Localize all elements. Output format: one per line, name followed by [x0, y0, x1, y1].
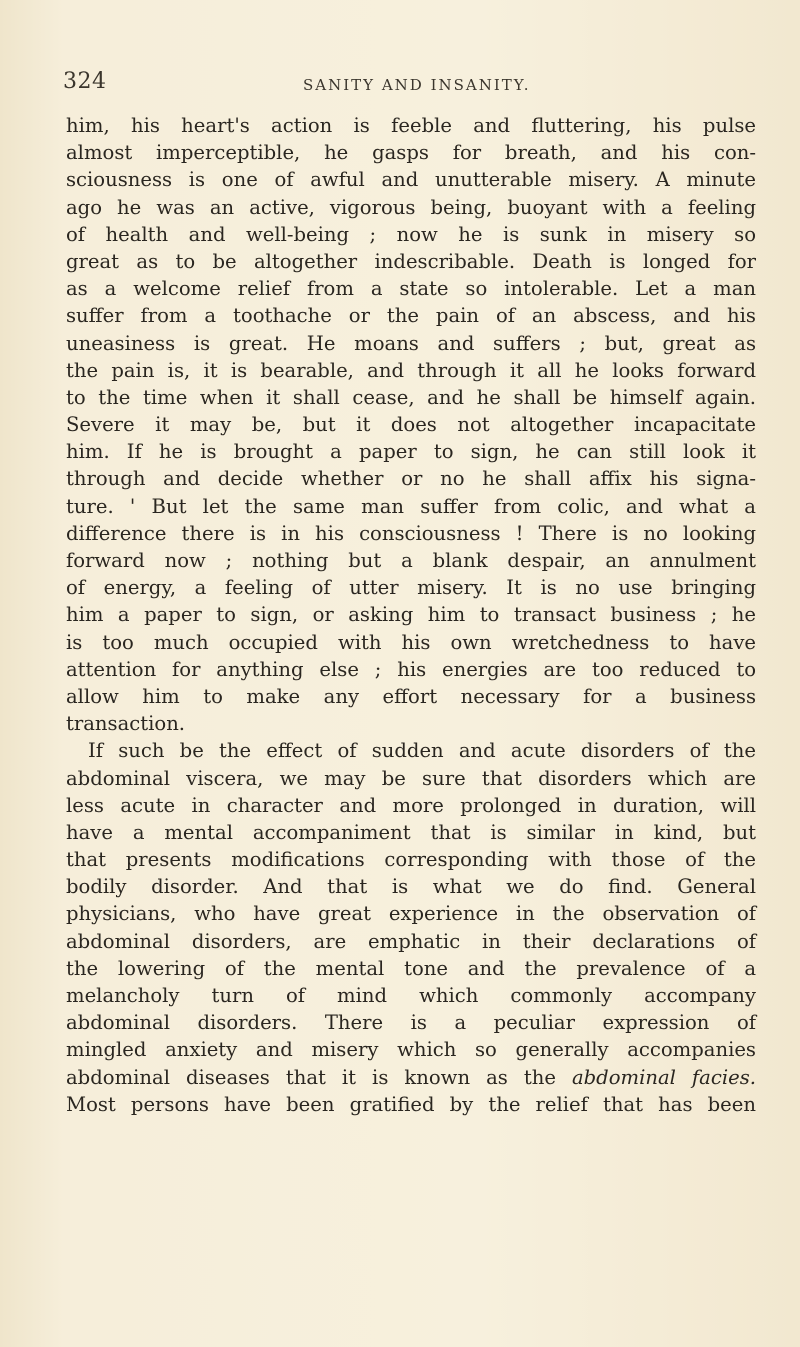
text-line: almost imperceptible, he gasps for breath, and his con- [66, 141, 756, 165]
page-header [63, 63, 753, 103]
text-line: physicians, who have great experience in the observation of [66, 902, 756, 926]
paragraph-2 [66, 737, 756, 1118]
text-line: abdominal disorders. There is a peculiar expression of [66, 1011, 756, 1035]
text-line: is too much occupied with his own wretchedness to have [66, 630, 756, 654]
text-line: him, his heart's action is feeble and fluttering, his pulse [66, 114, 756, 137]
text-line: through and decide whether or no he shall affix his signa- [66, 467, 756, 491]
text-line: melancholy turn of mind which commonly accompany [66, 984, 756, 1007]
text-line: less acute in character and more prolonged in duration, will [66, 793, 756, 817]
text-line: of energy, a feeling of utter misery. It is no use bringing [66, 576, 756, 600]
text-line: Most persons have been gratified by the relief that has been [66, 1092, 756, 1116]
text-line: of health and well-being ; now he is sunk in misery so [66, 222, 756, 246]
text-line: him a paper to sign, or asking him to transact business ; he [66, 603, 756, 627]
text-line: have a mental accompaniment that is similar in kind, but [66, 820, 756, 844]
text-line: the lowering of the mental tone and the prevalence of a [66, 956, 756, 980]
body-text [66, 112, 756, 1118]
text-line: uneasiness is great. He moans and suffers ; but, great as [66, 331, 756, 355]
page-number: 324 [63, 69, 107, 94]
text-line: as a welcome relief from a state so intolerable. Let a man [66, 277, 756, 301]
text-run: abdominal diseases that it is known as the [66, 1065, 556, 1089]
italic-term: abdominal facies. [571, 1065, 756, 1089]
text-line: difference there is in his consciousness ! There is no looking [66, 521, 756, 545]
text-line: forward now ; nothing but a blank despair, an annulment [66, 549, 756, 572]
text-line: sciousness is one of awful and unutterable misery. A minute [66, 168, 756, 192]
paragraph-1 [66, 112, 756, 737]
running-head: SANITY AND INSANITY. [303, 76, 531, 94]
text-line: great as to be altogether indescribable. Death is longed for [66, 249, 756, 273]
text-line: the pain is, it is bearable, and through it all he looks forward [66, 358, 756, 382]
text-line: attention for anything else ; his energies are too reduced to [66, 657, 756, 681]
text-line: allow him to make any effort necessary for a business [66, 684, 756, 708]
text-line: If such be the effect of sudden and acute disorders of the [88, 739, 756, 763]
text-line [66, 1064, 756, 1091]
text-line: to the time when it shall cease, and he shall be himself again. [66, 385, 756, 409]
text-line: suffer from a toothache or the pain of an abscess, and his [66, 304, 756, 328]
text-line: abdominal viscera, we may be sure that disorders which are [66, 766, 756, 790]
text-line: Severe it may be, but it does not altogether incapacitate [66, 413, 756, 437]
text-line: him. If he is brought a paper to sign, he can still look it [66, 440, 756, 464]
text-line: transaction. [66, 712, 186, 736]
text-line: abdominal disorders, are emphatic in their declarations of [66, 929, 756, 953]
text-line: ago he was an active, vigorous being, buoyant with a feeling [66, 195, 756, 219]
text-line: that presents modifications corresponding with those of the [66, 848, 756, 872]
text-line: mingled anxiety and misery which so generally accompanies [66, 1038, 756, 1062]
text-line: bodily disorder. And that is what we do find. General [66, 875, 756, 899]
text-line: ture. ' But let the same man suffer from colic, and what a [66, 494, 756, 518]
